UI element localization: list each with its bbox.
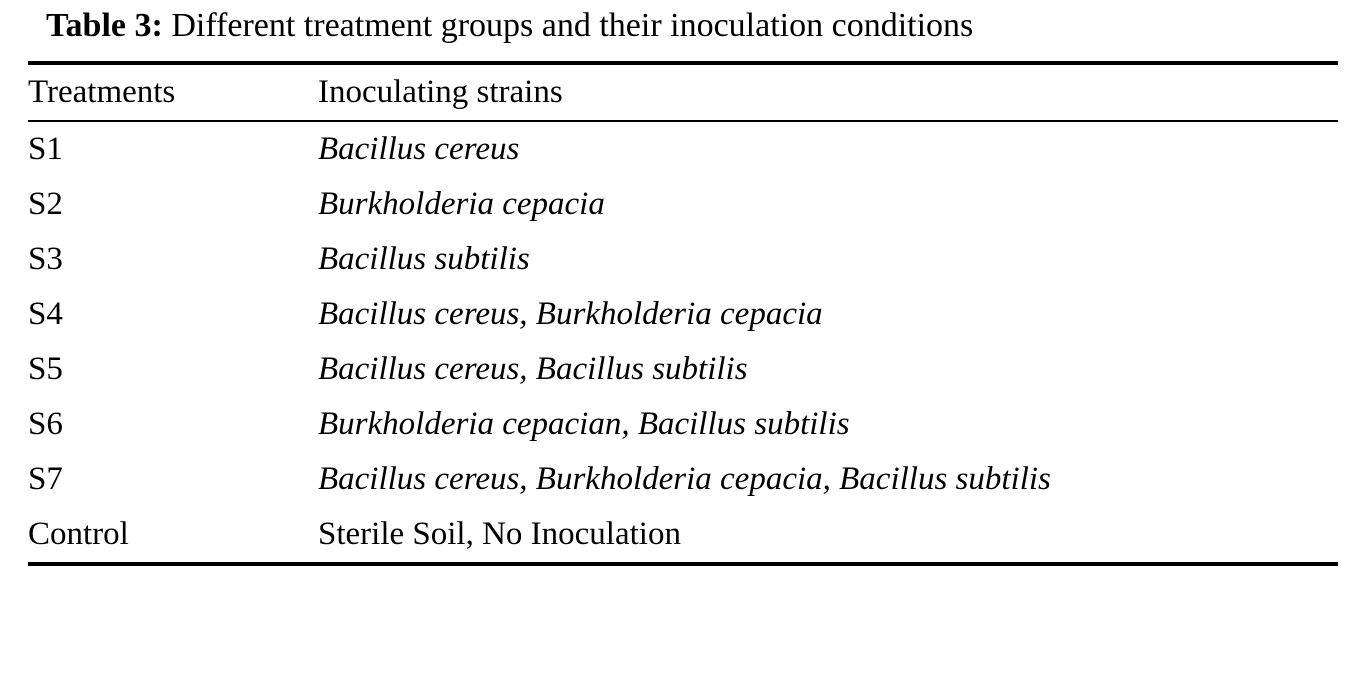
table-row: [28, 342, 1338, 397]
cell-treatment: S6: [28, 405, 63, 442]
table-header-row: [28, 65, 1338, 120]
table-body: [28, 122, 1338, 562]
table-caption-label: Table 3:: [46, 7, 163, 44]
cell-strains: [318, 232, 1338, 287]
strain-text: Bacillus cereus: [318, 130, 520, 167]
table-row: [28, 507, 1338, 562]
strain-text: Bacillus cereus, Burkholderia cepacia, Bacillus subtilis: [318, 460, 1051, 497]
cell-treatment: S5: [28, 350, 63, 387]
table-row: [28, 397, 1338, 452]
treatments-table: [28, 65, 1338, 120]
cell-strains: [318, 177, 1338, 232]
cell-strains: [318, 507, 1338, 562]
cell-strains: [318, 397, 1338, 452]
cell-strains: [318, 122, 1338, 177]
cell-treatment: S3: [28, 240, 63, 277]
table-caption: [28, 0, 1338, 61]
cell-treatment: S2: [28, 185, 63, 222]
strain-text: Burkholderia cepacian, Bacillus subtilis: [318, 405, 850, 442]
table-row: [28, 287, 1338, 342]
cell-strains: [318, 287, 1338, 342]
strain-text: Burkholderia cepacia: [318, 185, 605, 222]
strain-text: Sterile Soil, No Inoculation: [318, 515, 681, 552]
strain-text: Bacillus cereus, Burkholderia cepacia: [318, 295, 823, 332]
column-header-inoculating-strains: Inoculating strains: [318, 73, 563, 110]
table-row: [28, 232, 1338, 287]
table-caption-text: Different treatment groups and their inoculation conditions: [171, 7, 974, 44]
cell-treatment: Control: [28, 515, 129, 552]
table-row: [28, 122, 1338, 177]
cell-treatment: S1: [28, 130, 63, 167]
treatments-table-body: [28, 122, 1338, 562]
table-head: [28, 65, 1338, 120]
strain-text: Bacillus cereus, Bacillus subtilis: [318, 350, 748, 387]
strain-text: Bacillus subtilis: [318, 240, 530, 277]
cell-strains: [318, 342, 1338, 397]
cell-strains: [318, 452, 1338, 507]
cell-treatment: S7: [28, 460, 63, 497]
table-bottom-rule: [28, 562, 1338, 566]
column-header-treatments: Treatments: [28, 73, 176, 110]
table-row: [28, 452, 1338, 507]
cell-treatment: S4: [28, 295, 63, 332]
table-row: [28, 177, 1338, 232]
